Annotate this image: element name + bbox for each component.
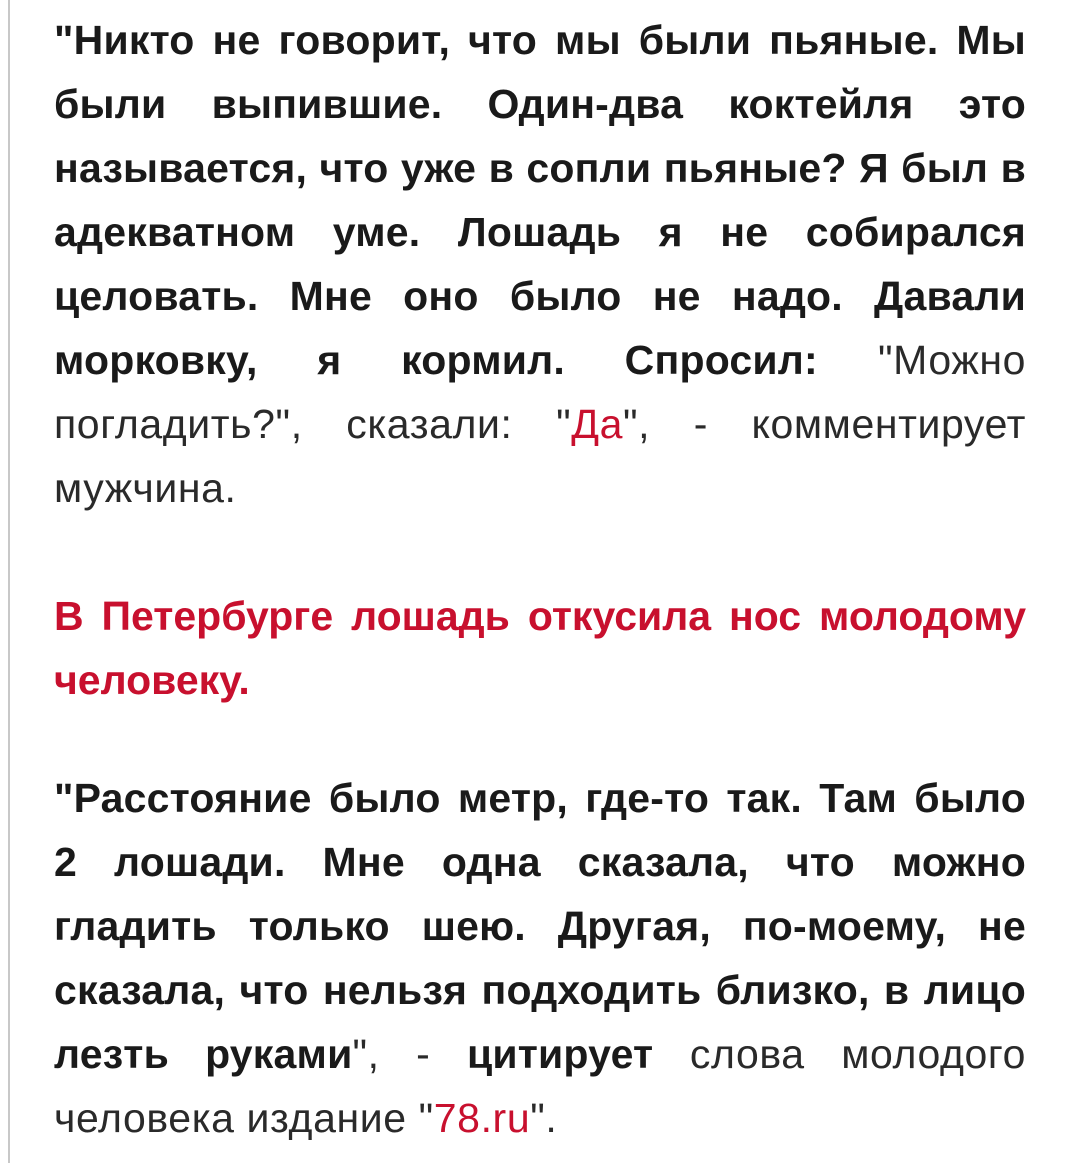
quote-paragraph-2 (54, 766, 1026, 1150)
quote-1-light-text-b: ", - комментирует мужчина. (54, 401, 1026, 511)
quote-2-light-text-b: слова молодого человека издание " (54, 1031, 1026, 1141)
related-article-link[interactable]: В Петербурге лошадь откусила нос молодому человеку. (54, 593, 1026, 703)
quote-2-bold-text-a: "Расстояние было метр, где-то так. Там было 2 лошади. Мне одна сказала, что можно гладить только шею. Другая, по-моему, не сказала, что нельзя подходить близко, в лицо лезть руками (54, 775, 1026, 1077)
quote-1-bold-text: "Никто не говорит, что мы были пьяные. Мы были выпившие. Один-два коктейля это называется, что уже в сопли пьяные? Я был в адекватном уме. Лошадь я не собирался целовать. Мне оно было не надо. Давали морковку, я кормил. Спросил: (54, 17, 1026, 383)
quote-1-light-text-a: "Можно погладить?", сказали: " (54, 337, 1026, 447)
quote-2-light-text-c: ". (530, 1095, 558, 1141)
quote-paragraph-1 (54, 8, 1026, 520)
source-link-78ru[interactable]: 78.ru (433, 1095, 531, 1141)
quote-2-bold-text-b: цитирует (466, 1031, 654, 1077)
quote-2-light-text-a: ", - (352, 1031, 467, 1077)
quote-1-highlight-word: Да (571, 401, 624, 447)
left-border-line (8, 0, 10, 1163)
